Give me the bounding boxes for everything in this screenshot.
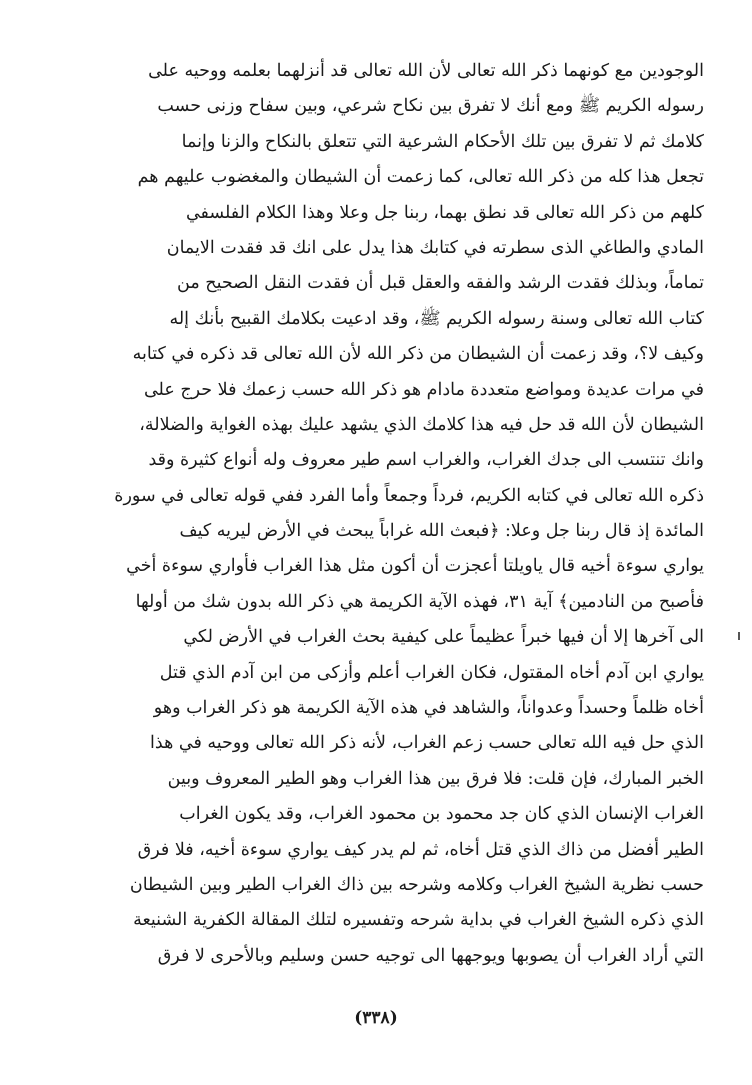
text-line: كتاب الله تعالى وسنة رسوله الكريم ﷺ، وقد ادعيت بكلامك القبيح بأنك إله (169, 308, 704, 329)
text-line: الذي حل فيه الله تعالى حسب زعم الغراب، لأنه ذكر الله تعالى ووحيه في هذا (150, 733, 704, 754)
text-line: المادي والطاغي الذى سطرته في كتابك هذا يدل على انك قد فقدت الايمان (166, 237, 704, 258)
text-line: كلهم من ذكر الله تعالى قد نطق بهما، ربنا جل وعلا وهذا الكلام الفلسفي (185, 202, 704, 223)
page-number: (٣٣٨) (354, 1008, 398, 1028)
text-line: في مرات عديدة ومواضع متعددة مادام هو ذكر الله حسب زعمك فلا حرج على (143, 379, 704, 400)
text-line: وكيف لا؟، وقد زعمت أن الشيطان من ذكر الله لأن الله تعالى قد ذكره في كتابه (132, 344, 704, 365)
text-line: الغراب الإنسان الذي كان جد محمود بن محمود الغراب، وقد يكون الغراب (179, 804, 704, 825)
text-line: وانك تنتسب الى جدك الغراب، والغراب اسم طير معروف وله أنواع كثيرة وقد (148, 450, 704, 471)
text-line: الوجودين مع كونهما ذكر الله تعالى لأن الله تعالى قد أنزلهما بعلمه ووحيه على (148, 61, 704, 81)
text-line: الذي ذكره الشيخ الغراب في بداية شرحه وتفسيره لتلك المقالة الكفرية الشنيعة (133, 910, 704, 931)
text-line: ذكره الله تعالى في كتابه الكريم، فرداً وجمعاً وأما الفرد ففي قوله تعالى في سورة (114, 485, 704, 506)
text-line: حسب نظرية الشيخ الغراب وكلامه وشرحه بين ذاك الغراب الطير وبين الشيطان (129, 874, 704, 895)
text-line: يواري سوءة أخيه قال ياويلتا أعجزت أن أكون مثل هذا الغراب فأواري سوءة أخي (126, 556, 704, 577)
text-line: الخبر المبارك، فإن قلت: فلا فرق بين هذا الغراب وهو الطير المعروف وبين (167, 768, 704, 789)
text-line: يواري ابن آدم أخاه المقتول، فكان الغراب أعلم وأزكى من ابن آدم الذي قتل (159, 662, 704, 683)
text-line: التي أراد الغراب أن يصوبها ويوجهها الى توجيه حسن وسليم وبالأحرى لا فرق (157, 945, 704, 966)
text-line: الى آخرها إلا أن فيها خبراً عظيماً على كيفية بحث الغراب في الأرض لكي (183, 627, 704, 648)
text-line: فأصبح من النادمين﴾ آية ٣١، فهذه الآية الكريمة هي ذكر الله بدون شك من أولها (135, 591, 704, 612)
text-line: تماماً، وبذلك فقدت الرشد والفقه والعقل قبل أن فقدت النقل الصحيح من (177, 273, 704, 294)
text-line: كلامك ثم لا تفرق بين تلك الأحكام الشرعية التي تتعلق بالنكاح والزنا وإنما (181, 131, 704, 152)
text-line: تجعل هذا كله من ذكر الله تعالى، كما زعمت أن الشيطان والمغضوب عليهم هم (137, 167, 704, 188)
text-line: الشيطان لأن الله قد حل فيه هذا كلامك الذي يشهد عليك بهذه الغواية والضلالة، (139, 414, 704, 435)
margin-mark (738, 632, 740, 640)
text-line: المائدة إذ قال ربنا جل وعلا: ﴿فبعث الله غراباً يبحث في الأرض ليريه كيف (179, 521, 704, 542)
text-line: أخاه ظلماً وحسداً وعدواناً، والشاهد في هذه الآية الكريمة هو ذكر الغراب وهو (153, 698, 704, 719)
text-line: رسوله الكريم ﷺ ومع أنك لا تفرق بين نكاح شرعي، وبين سفاح وزنى حسب (157, 96, 704, 117)
body-text (72, 54, 704, 974)
text-line: الطير أفضل من ذاك الذي قتل أخاه، ثم لم يدر كيف يواري سوءة أخيه، فلا فرق (137, 839, 704, 860)
